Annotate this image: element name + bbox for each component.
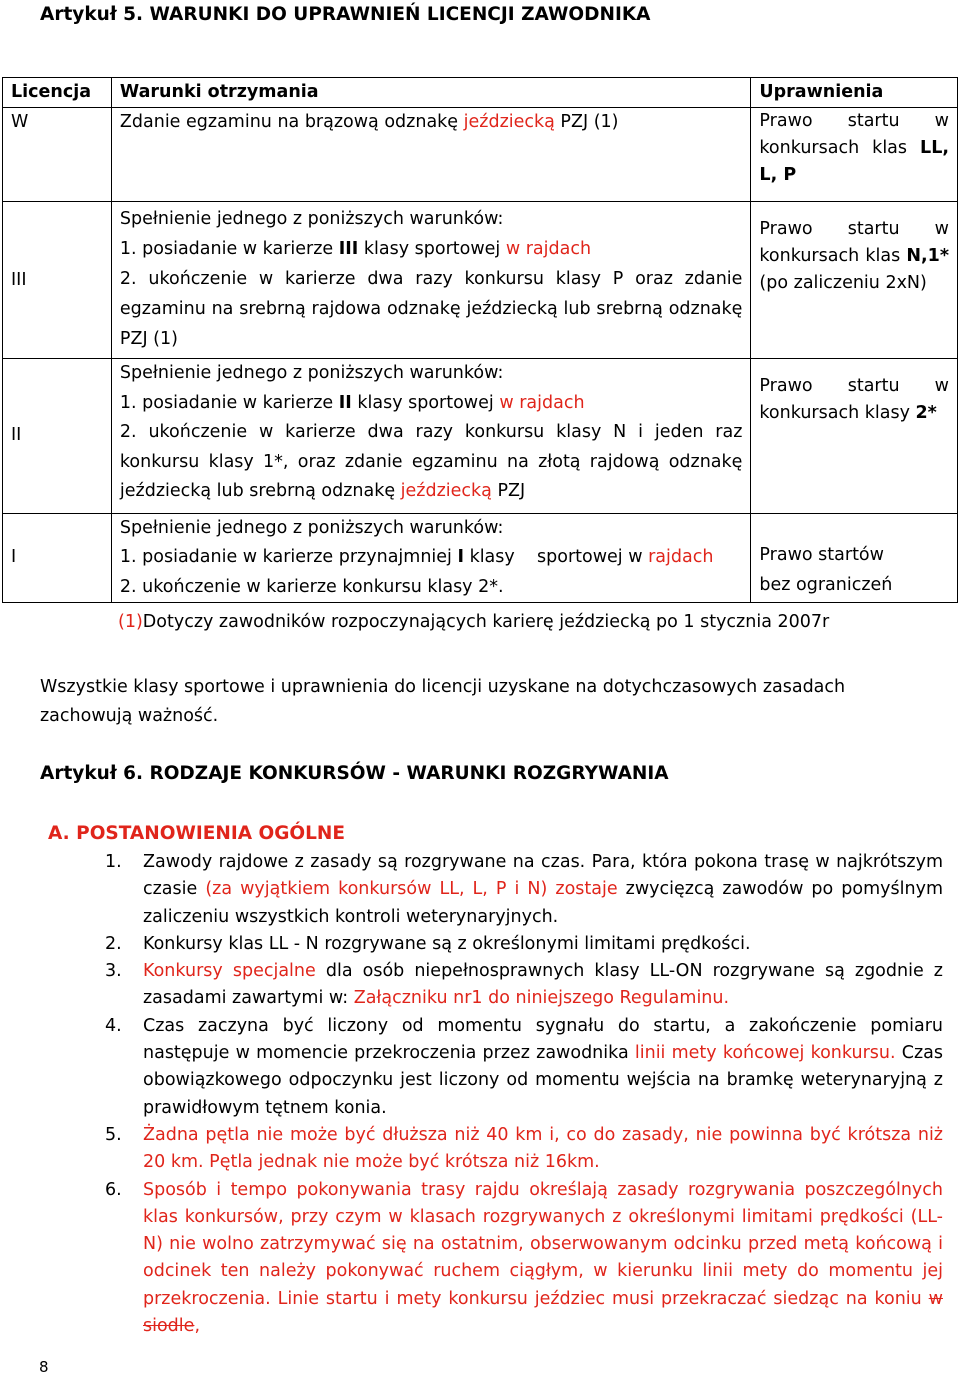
- table-row-ii: [3, 359, 958, 514]
- list-item: 3. Konkursy specjalne dla osób niepełnosprawnych klasy LL-ON rozgrywane są zgodnie z zasadami zawartymi w: Załączniku nr1 do niniejszego Regulaminu.: [105, 961, 943, 1009]
- rights-cell: Prawo startu w konkursach klas N,1*(po zaliczeniu 2xN): [751, 202, 958, 359]
- page-number: 8: [39, 1358, 49, 1376]
- licence-cell: I: [3, 513, 112, 603]
- list-item: 5. Żadna pętla nie może być dłuższa niż 40 km i, co do zasady, nie powinna być krótsza niż 20 km. Pętla jednak nie może być krótsza niż 16km.: [105, 1124, 943, 1173]
- rules-list: [105, 849, 943, 1340]
- conditions-cell: Spełnienie jednego z poniższych warunków: 1. posiadanie w karierze II klasy sportowej w rajdach 2. ukończenie w karierze dwa razy konkursu klasy N i jeden raz konkursu klasy 1*, oraz zdanie egzaminu na złotą rajdową odznakę jeździecką lub srebrną odznakę jeździecką PZJ: [111, 359, 751, 514]
- list-item: 1. Zawody rajdowe z zasady są rozgrywane na czas. Para, która pokona trasę w najkrótszym czasie (za wyjątkiem konkursów LL, L, P i N) zostaje zwycięzcą zawodów po pomyślnym zaliczeniu wszystkich kontroli weterynaryjnych.: [105, 852, 943, 927]
- header-conditions: Warunki otrzymania: [111, 78, 751, 108]
- validity-note: Wszystkie klasy sportowe i uprawnienia do licencji uzyskane na dotychczasowych zasadach zachowują ważność.: [40, 677, 846, 726]
- header-licence: Licencja: [3, 78, 112, 108]
- list-item: 4. Czas zaczyna być liczony od momentu sygnału do startu, a zakończenie pomiaru następuje w momencie przekroczenia przez zawodnika linii mety końcowej konkursu. Czas obowiązkowego odpoczynku jest liczony od momentu wejścia na bramkę weterynaryjną z prawidłowym tętnem konia.: [105, 1015, 943, 1118]
- table-footnote: (1)Dotyczy zawodników rozpoczynających karierę jeździecką po 1 stycznia 2007r: [118, 612, 830, 632]
- rights-cell: Prawo startu w konkursach klasy 2*: [751, 359, 958, 514]
- rights-cell: Prawo startów bez ograniczeń: [751, 513, 958, 603]
- licence-cell: III: [3, 202, 112, 359]
- rights-cell: Prawo startu w konkursach klas LL, L, P: [751, 108, 958, 202]
- table-row-i: [3, 513, 958, 603]
- table-row-iii: [3, 202, 958, 359]
- list-item: 6. Sposób i tempo pokonywania trasy rajdu określają zasady rozgrywania poszczególnych klas konkursów, przy czym w klasach rozgrywanych z określonymi limitami prędkości (LL-N) nie wolno zatrzymywać się na ostatnim, obserwowanym odcinku przed metą końcową i odcinek ten należy pokonywać ruchem ciągłym, w kierunku linii mety do momentu jej przekroczenia. Linie startu i mety konkursu jeździec musi przekraczać siedząc na koniu w siodle,: [105, 1179, 943, 1337]
- table-header-row: [3, 78, 958, 108]
- section-a-heading: A. POSTANOWIENIA OGÓLNE: [48, 823, 346, 844]
- article-6-heading: Artykuł 6. RODZAJE KONKURSÓW - WARUNKI ROZGRYWANIA: [40, 763, 669, 784]
- header-rights: Uprawnienia: [751, 78, 958, 108]
- conditions-cell: Spełnienie jednego z poniższych warunków: 1. posiadanie w karierze przynajmniej I klasy sportowej w rajdach 2. ukończenie w karierze konkursu klasy 2*.: [111, 513, 751, 603]
- conditions-cell: Zdanie egzaminu na brązową odznakę jeździecką PZJ (1): [111, 108, 751, 202]
- article-5-heading: Artykuł 5. WARUNKI DO UPRAWNIEŃ LICENCJI ZAWODNIKA: [40, 4, 651, 25]
- licence-cell: W: [3, 108, 112, 202]
- list-item: 2. Konkursy klas LL - N rozgrywane są z określonymi limitami prędkości.: [105, 933, 751, 954]
- conditions-cell: Spełnienie jednego z poniższych warunków: 1. posiadanie w karierze III klasy sportowej w rajdach 2. ukończenie w karierze dwa razy konkursu klasy P oraz zdanie egzaminu na srebrną rajdowa odznakę jeździecką lub srebrną odznakę PZJ (1): [111, 202, 751, 359]
- table-row-w: [3, 108, 958, 202]
- licence-table: [2, 77, 958, 603]
- licence-cell: II: [3, 359, 112, 514]
